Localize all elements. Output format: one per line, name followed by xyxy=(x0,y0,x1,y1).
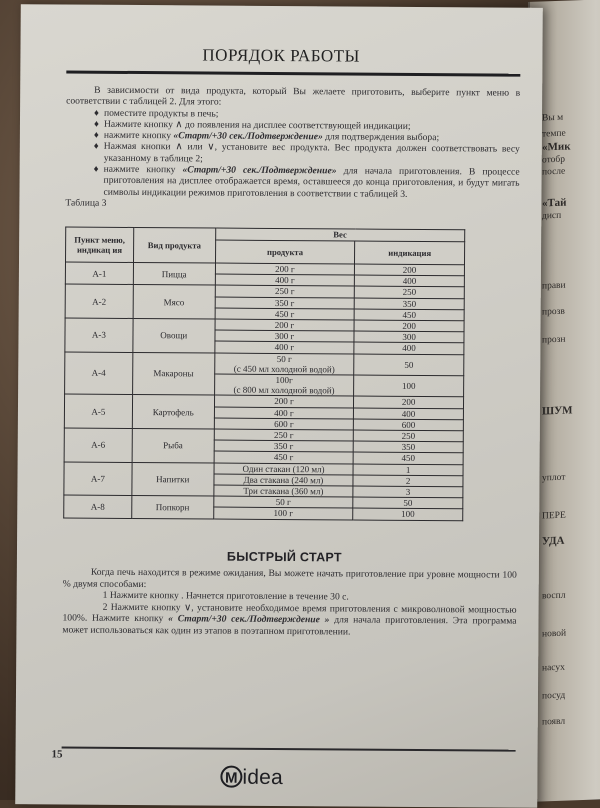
right-page-fragment: после xyxy=(542,166,566,178)
indication-cell: 600 xyxy=(354,419,464,431)
step-text: , установите вес продукта. Вес продукта должен соответствовать весу указанному в таблице 2; xyxy=(103,142,520,165)
indication-cell: 200 xyxy=(354,396,464,408)
weight-cell xyxy=(214,429,354,441)
right-page-fragment: прозн xyxy=(542,334,566,346)
bullet-icon: ♦ xyxy=(94,107,99,119)
step-text: Нажмая кнопки xyxy=(103,141,171,153)
weight-note: (с 800 мл холодной водой) xyxy=(233,384,335,396)
right-page-fragment: отобр xyxy=(542,154,565,166)
indication-cell: 1 xyxy=(353,464,463,476)
right-page-fragment: прозв xyxy=(542,306,565,318)
weight-cell xyxy=(214,451,354,463)
weight-cell xyxy=(214,418,354,430)
right-page-fragment: новой xyxy=(542,628,567,640)
weight-value: 200 г xyxy=(274,319,295,331)
weight-cell xyxy=(213,496,353,508)
weight-cell xyxy=(215,319,355,331)
arrow-up-icon: ∧ xyxy=(175,119,183,131)
weight-cell xyxy=(214,353,354,375)
right-page-fragment: ШУМ xyxy=(542,404,573,418)
menu-code-cell: A-7 xyxy=(64,462,132,496)
weight-value: 100 г xyxy=(273,508,293,519)
weight-value: Два стакана (240 мл) xyxy=(243,474,324,486)
indication-cell: 300 xyxy=(354,331,464,343)
quick-start-step: 1 Нажмите кнопку . Начнется приготовление в течение 30 с. xyxy=(102,589,349,603)
start-command-label: «Старт/+30 сек./Подтверждение» xyxy=(173,130,323,143)
menu-code-cell: A-2 xyxy=(65,284,133,318)
weight-value: 350 г xyxy=(274,297,295,308)
table-caption: Таблица 3 xyxy=(65,197,107,209)
product-type-cell: Пицца xyxy=(133,262,215,285)
bullet-icon: ♦ xyxy=(93,163,99,175)
indication-cell: 100 xyxy=(354,375,464,397)
weight-cell xyxy=(214,407,354,419)
arrow-down-icon: ∨ xyxy=(183,601,192,613)
indication-cell: 3 xyxy=(353,486,463,498)
weight-cell xyxy=(214,463,354,475)
arrow-up-icon: ∧ xyxy=(175,141,183,153)
product-type-cell: Овощи xyxy=(133,318,215,352)
step-text: для подтверждения выбора; xyxy=(325,131,440,144)
weight-cell xyxy=(214,395,354,407)
right-page-fragment: посуд xyxy=(542,690,566,702)
right-page-fragment: воспл xyxy=(542,590,566,602)
step-text: 2 Нажмите кнопку xyxy=(102,601,181,613)
weight-value: Один стакан (120 мл) xyxy=(242,463,325,474)
table-row xyxy=(65,352,464,376)
header-type: Вид продукта xyxy=(133,227,215,263)
product-type-cell: Рыба xyxy=(132,429,214,463)
indication-cell: 50 xyxy=(353,497,463,509)
indication-cell: 450 xyxy=(354,309,464,321)
indication-cell: 200 xyxy=(355,264,465,276)
weight-value: 250 г xyxy=(274,286,295,297)
weight-cell xyxy=(215,308,355,320)
menu-code-cell: A-8 xyxy=(64,495,132,518)
weight-cell xyxy=(215,285,355,297)
right-page-fragment: Вы м xyxy=(542,112,564,124)
quick-start-step xyxy=(62,601,516,639)
indication-cell: 250 xyxy=(355,286,465,298)
right-page-fragment: дисп xyxy=(542,210,562,222)
indication-cell: 350 xyxy=(353,441,463,453)
weight-value: 400 г xyxy=(275,275,295,286)
indication-cell: 450 xyxy=(353,452,463,464)
indication-cell: 50 xyxy=(354,354,464,376)
quick-start-paragraph: Когда печь находится в режиме ожидания, Вы можете начать приготовление при уровне мощности 100 % двумя способами: xyxy=(62,566,517,590)
header-menu: Пункт меню, индикац ия xyxy=(66,227,134,262)
weight-value: 250 г xyxy=(273,430,294,441)
right-page-fragment: уплот xyxy=(542,472,566,484)
weight-value: 100г xyxy=(275,375,293,386)
weight-cell xyxy=(214,374,354,396)
step-text: Нажмите кнопку xyxy=(103,118,173,131)
weight-cell xyxy=(215,297,355,309)
weight-value: 50 г xyxy=(275,497,291,508)
menu-code-cell: A-3 xyxy=(65,318,133,352)
header-weight: Вес xyxy=(215,228,464,242)
product-type-cell: Мясо xyxy=(133,285,215,319)
header-divider xyxy=(66,71,520,77)
weight-value: 50 г xyxy=(276,353,292,364)
quick-start-section xyxy=(62,566,516,638)
step-text: , установите необходимое время приготовления с микроволновой мощностью 100%. Нажмите кнопку xyxy=(62,601,517,625)
header-product: продукта xyxy=(215,240,355,264)
right-page-fragment: появл xyxy=(542,716,566,728)
brand-logo xyxy=(220,766,283,790)
weight-value: 450 г xyxy=(273,452,294,463)
page-number: 15 xyxy=(51,748,63,761)
indication-cell: 100 xyxy=(353,508,463,520)
right-page-fragment: «Мик xyxy=(542,140,571,154)
weight-cell xyxy=(215,263,355,275)
weight-value: 300 г xyxy=(274,331,295,342)
right-page-fragment: темпе xyxy=(542,128,566,140)
step-text: до появления на дисплее соответствующей индикации; xyxy=(184,119,411,132)
step-text: нажмите кнопку xyxy=(103,163,176,176)
step-text: для начала приготовления. Эта программа может использоваться как один из этапов в поэтапном приготовлении. xyxy=(62,614,517,638)
right-page-fragment: прави xyxy=(542,280,566,292)
right-page-fragment: УДА xyxy=(542,534,565,548)
indication-cell: 400 xyxy=(354,408,464,420)
indication-cell: 200 xyxy=(354,320,464,332)
weight-cell xyxy=(214,440,354,452)
weight-value: 400 г xyxy=(274,407,294,418)
step-item xyxy=(65,164,519,201)
start-command-label: « Старт/+30 сек./Подтверждение » xyxy=(168,613,330,626)
right-page-fragment: «Тай xyxy=(542,196,567,210)
weight-cell xyxy=(214,485,354,497)
weight-cell xyxy=(213,508,353,520)
step-item xyxy=(66,141,520,167)
weight-value: 200 г xyxy=(274,396,294,407)
indication-cell: 400 xyxy=(355,275,465,287)
weight-value: 200 г xyxy=(275,263,295,275)
indication-cell: 400 xyxy=(354,342,464,354)
table-row xyxy=(64,462,463,476)
weight-value: 350 г xyxy=(273,441,294,452)
weight-cell xyxy=(215,274,355,286)
menu-code-cell: A-4 xyxy=(65,352,133,395)
right-page-fragment: ПЕРЕ xyxy=(542,510,566,522)
header-indication: индикация xyxy=(355,241,465,265)
menu-code-cell: A-1 xyxy=(65,262,133,285)
step-text: нажмите кнопку xyxy=(103,129,172,142)
weight-value: Три стакана (360 мл) xyxy=(243,485,324,497)
product-type-cell: Попкорн xyxy=(132,496,214,519)
weight-note: (с 450 мл холодной водой) xyxy=(233,363,335,375)
bullet-icon: ♦ xyxy=(93,129,99,141)
product-type-cell: Макароны xyxy=(132,352,214,395)
left-page xyxy=(15,4,543,808)
brand-name: idea xyxy=(242,765,284,790)
start-command-label: «Старт/+30 сек./Подтверждение» xyxy=(182,164,337,177)
bullet-icon: ♦ xyxy=(93,141,99,153)
arrow-down-icon: ∨ xyxy=(207,141,215,154)
brand-logo-icon: M xyxy=(220,766,242,788)
indication-cell: 250 xyxy=(354,430,464,442)
product-type-cell: Картофель xyxy=(132,395,214,429)
weight-value: 600 г xyxy=(274,418,294,429)
quick-start-title: БЫСТРЫЙ СТАРТ xyxy=(226,549,342,565)
bullet-icon: ♦ xyxy=(93,118,99,130)
weight-cell xyxy=(215,330,355,342)
cooking-table xyxy=(63,227,465,521)
indication-cell: 2 xyxy=(353,475,463,487)
weight-value: 400 г xyxy=(274,342,295,353)
page-title: ПОРЯДОК РАБОТЫ xyxy=(202,45,360,66)
weight-cell xyxy=(215,341,355,353)
step-text: для начала приготовления. В процессе приготовления на дисплее отображается время, оставшееся до конца приготовления, и будут мигать символы индикации режимов приготовления в соответствии с таблицей 3. xyxy=(103,165,520,200)
right-page-fragment: насух xyxy=(542,662,565,674)
intro-section xyxy=(65,85,520,212)
weight-value: 450 г xyxy=(274,308,295,319)
product-type-cell: Напитки xyxy=(132,462,214,496)
footer-divider xyxy=(62,746,516,751)
indication-cell: 350 xyxy=(354,298,464,310)
weight-cell xyxy=(214,474,354,486)
menu-code-cell: A-5 xyxy=(64,394,132,428)
step-text: поместите продукты в печь; xyxy=(104,107,219,120)
intro-paragraph: В зависимости от вида продукта, который Вы желаете приготовить, выберите пункт меню в соответствии с таблицей 2. Для этого: xyxy=(66,84,521,108)
menu-code-cell: A-6 xyxy=(64,428,132,462)
step-text: или xyxy=(187,141,203,153)
